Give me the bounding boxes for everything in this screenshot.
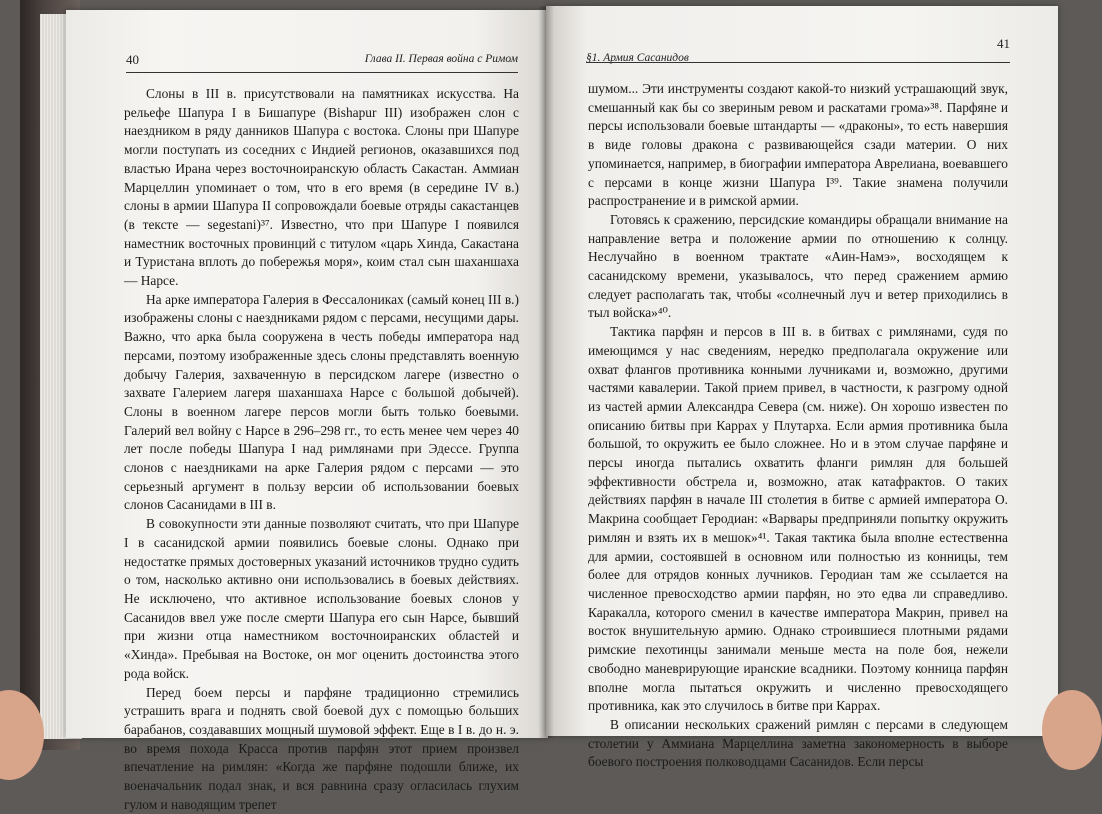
section-title: §1. Армия Сасанидов (586, 52, 689, 64)
header-rule (586, 62, 1010, 63)
page-number: 40 (126, 52, 139, 68)
left-body-text (124, 85, 519, 814)
left-running-header (126, 52, 518, 70)
paragraph: Тактика парфян и персов в III в. в битвах с римлянами, судя по имеющимся у нас сведениям, нередко предполагала окружение или охват флангов противника конными лучниками и, возможно, другими частями кавалерии. Такой прием привел, в частности, к разгрому одной из частей армии Александра Севера (см. ниже). Он хорошо известен по описанию битвы при Каррах у Плутарха. Если армия противника была большой, то окружить ее было сложнее. Но и в этом случае парфяне и персы иногда пытались охватить фланги римлян для большей эффективности обстрела и, возможно, атак катафрактов. О таких действиях парфян в начале III столетия в битве с армией императора О. Макрина сообщает Геродиан: «Варвары предприняли попытку окружить римлян и взять их в мешок»⁴¹. Такая тактика была вполне естественна для армии, состоявшей в основном или полностью из конницы, тем более для отрядов конных лучников. Геродиан там же ссылается на численное превосходство армии парфян, но это едва ли справедливо. Каракалла, которого сменил в качестве императора Макрин, привел на восток внушительную армию. Однако строившиеся плотными рядами римские пехотинцы занимали меньше места на поле боя, нежели свободно маневрирующие иранские всадники. Поэтому конница парфян вполне могла пытаться окружить и численно превосходящего противника, как это случилось в битве при Каррах. (588, 323, 1008, 716)
paragraph: Слоны в III в. присутствовали на памятниках искусства. На рельефе Шапура I в Бишапуре (Bishapur III) изображен слон с наездником в ряду данников Шапура с востока. Слоны при Шапуре могли поступать из соседних с Индией регионов, оказавшихся под властью Ирана через восточноиранскую область Сакастан. Аммиан Марцеллин упоминает о том, что в его время (в середине IV в.) слоны в армии Шапура II сопровождали боевые отряды сакастанцев (в тексте — segestani)³⁷. Известно, что при Шапуре I появился наместник восточных провинций с титулом «царь Хинда, Сакастана и Туристана вплоть до побережья моря», коим стал сын шаханшаха — Нарсе. (124, 85, 519, 291)
paragraph: На арке императора Галерия в Фессалониках (самый конец III в.) изображены слоны с наездниками рядом с персами, несущими дары. Важно, что арка была сооружена в честь победы императора над персами, поэтому изображенные здесь слоны представлять военную добычу Галерия, захваченную в персидском лагере (известно о захвате Галерием лагеря шаханшаха Нарсе с большой добычей). Слоны в военном лагере персов могли быть только боевыми. Галерий вел войну с Нарсе в 296–298 гг., то есть менее чем через 40 лет после победы Шапура I над римлянами при Эдессе. Группа слонов с наездниками на арке Галерия рядом с персами — это серьезный аргумент в пользу версии об использовании боевых слонов Сасанидами в III в. (124, 291, 519, 515)
left-page (66, 10, 548, 738)
chapter-title: Глава II. Первая война с Римом (365, 53, 518, 65)
header-rule (126, 72, 518, 73)
right-body-text (588, 80, 1008, 772)
paragraph: Перед боем персы и парфяне традиционно стремились устрашить врага и поднять свой боевой дух с помощью больших барабанов, создававших мощный шумовой эффект. Еще в I в. до н. э. во время похода Красса против парфян этот прием произвел впечатление на римлян: «Когда же парфяне подошли ближе, их военачальник подал знак, и вся равнина сразу огласилась глухим гулом и наводящим трепет (124, 684, 519, 814)
paragraph: Готовясь к сражению, персидские командиры обращали внимание на направление ветра и положение армии по отношению к солнцу. Неслучайно в военном трактате «Аин-Намэ», восходящем к сасанидскому времени, указывалось, что перед сражением армию следует располагать так, чтобы «солнечный луч и ветер приходились в тыл войска»⁴⁰. (588, 211, 1008, 323)
page-number: 41 (997, 36, 1010, 52)
right-running-header (586, 42, 1010, 60)
paragraph: В описании нескольких сражений римлян с персами в следующем столетии у Аммиана Марцеллина заметна закономерность в выборе боевого построения полководцами Сасанидов. Если персы (588, 716, 1008, 772)
book-gutter (538, 6, 554, 738)
paragraph: шумом... Эти инструменты создают какой-то низкий устрашающий звук, смешанный как бы со звериным ревом и раскатами грома»³⁸. Парфяне и персы использовали боевые штандарты — «драконы», то есть навершия в виде головы дракона с развивающейся сзади материи. О них упоминается, например, в биографии императора Аврелиана, воевавшего с персами в конце жизни Шапура I³⁹. Такие знамена получили распространение и в римской армии. (588, 80, 1008, 211)
paragraph: В совокупности эти данные позволяют считать, что при Шапуре I в сасанидской армии появились боевые слоны. Однако при недостатке прямых достоверных указаний источников трудно судить о том, насколько активно они использовались в боевых действиях. Не исключено, что активное использование боевых слонов у Сасанидов ввел уже после смерти Шапура его сын Нарсе, бывший при жизни отца наместником восточноиранских областей и «Хинда». Пребывая на Востоке, он мог оценить достоинства этого рода войск. (124, 515, 519, 683)
right-page (546, 6, 1058, 736)
right-thumb (1042, 690, 1102, 770)
